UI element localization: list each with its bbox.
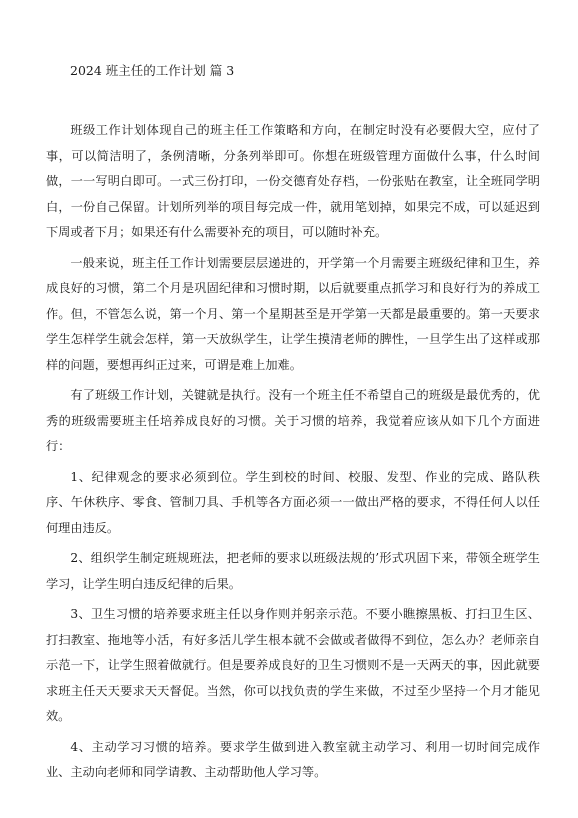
paragraph-item-2: 2、组织学生制定班规班法，把老师的要求以班级法规的’形式巩固下来，带领全班学生学习，让学生明白违反纪律的后果。	[46, 551, 540, 591]
paragraph-intro: 班级工作计划体现自己的班主任工作策略和方向，在制定时没有必要假大空，应付了事，可以简洁明了，条例清晰，分条列举即可。你想在班级管理方面做什么事，什么时间做，一一写明白即可。一式三份打印，一份交德育处存档，一份张贴在教室，让全班同学明白，一份自己保留。计划所列举的项目每完成一件，就用笔划掉，如果完不成，可以延迟到下周或者下月；如果还有什么需要补充的项目，可以随时补充。	[46, 123, 540, 239]
document-title: 2024 班主任的工作计划 篇 3	[70, 63, 235, 78]
document-body	[46, 118, 540, 786]
paragraph-progression: 一般来说，班主任工作计划需要层层递进的，开学第一个月需要主班级纪律和卫生，养成良好的习惯，第二个月是巩固纪律和习惯时期，以后就要重点抓学习和良好行为的养成工作。但，不管怎么说，第一个月、第一个星期甚至是开学第一天都是最重要的。第一天要求学生怎样学生就会怎样，第一天放纵学生，让学生摸清老师的脾性，一旦学生出了这样或那样的问题，要想再纠正过来，可谓是难上加难。	[46, 255, 540, 372]
paragraph-item-1: 1、纪律观念的要求必须到位。学生到校的时间、校服、发型、作业的完成、路队秩序、午休秩序、零食、管制刀具、手机等各方面必须一一做出严格的要求，不得任何人以任何理由违反。	[46, 469, 540, 535]
paragraph-execution: 有了班级工作计划，关键就是执行。没有一个班主任不希望自己的班级是最优秀的，优秀的班级需要班主任培养成良好的习惯。关于习惯的培养，我觉着应该从如下几个方面进行：	[46, 388, 540, 453]
paragraph-item-4: 4、主动学习习惯的培养。要求学生做到进入教室就主动学习、利用一切时间完成作业、主动向老师和同学请教、主动帮助他人学习等。	[46, 739, 540, 779]
paragraph-item-3: 3、卫生习惯的培养要求班主任以身作则并躬亲示范。不要小瞧擦黑板、打扫卫生区、打扫教室、拖地等小活，有好多活儿学生根本就不会做或者做得不到位，怎么办？老师亲自示范一下，让学生照着做就行。但是要养成良好的卫生习惯则不是一天两天的事，因此就要求班主任天天要求天天督促。当然，你可以找负责的学生来做，不过至少坚持一个月才能见效。	[46, 607, 540, 723]
